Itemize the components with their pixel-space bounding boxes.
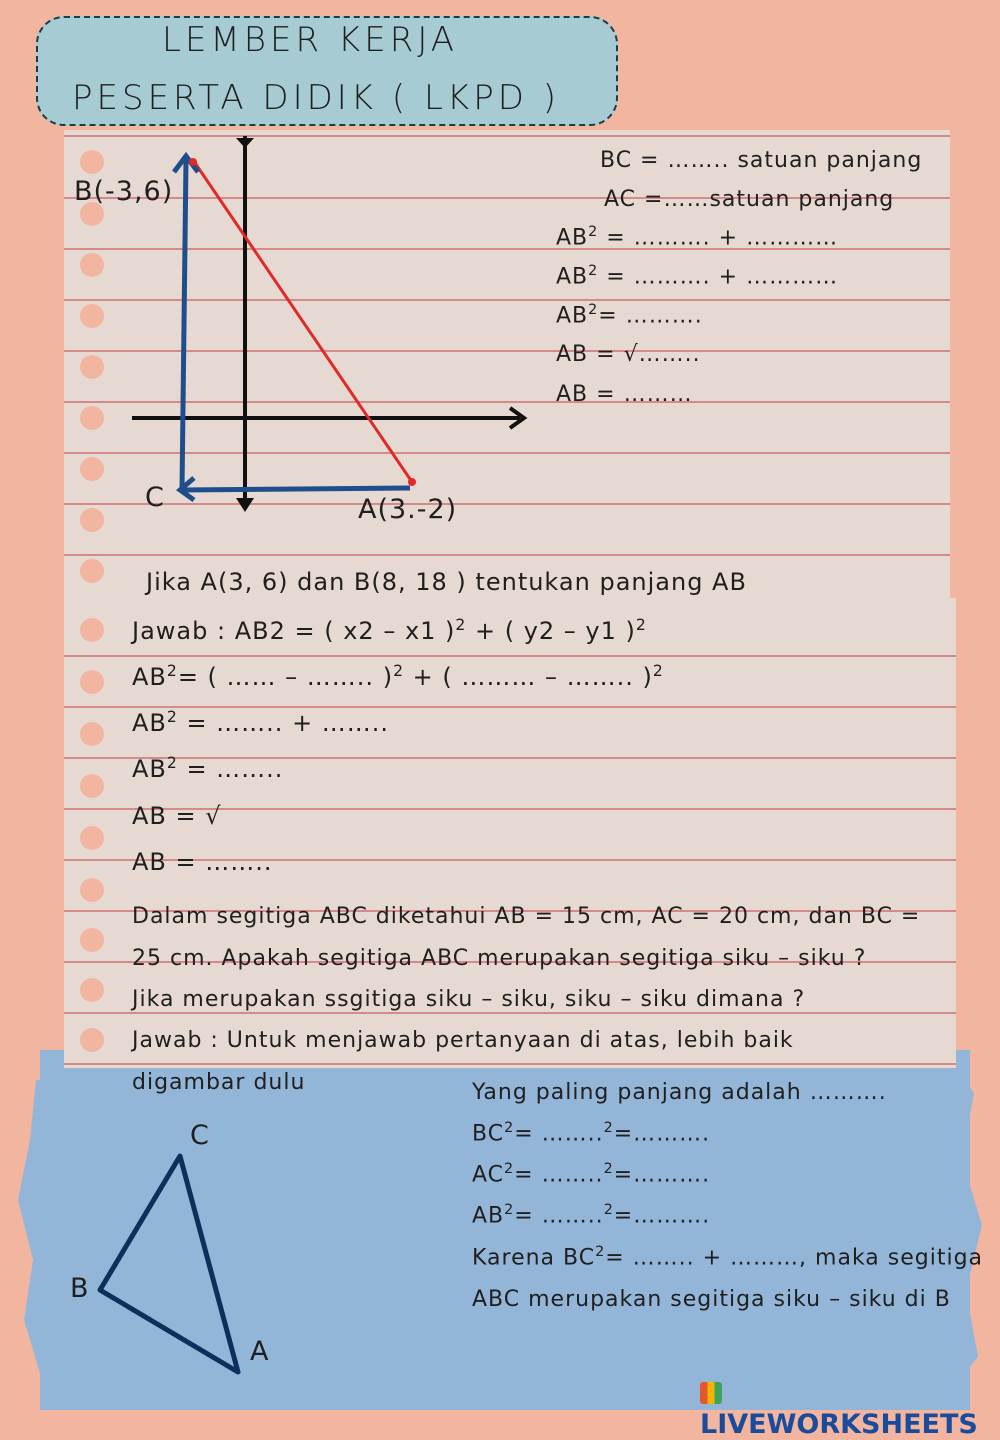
liveworksheets-logo	[700, 1378, 1000, 1440]
ac-squared-eq: = ……..	[514, 1162, 604, 1188]
squared-sup: 2	[504, 1120, 515, 1136]
paper-hole	[80, 928, 104, 952]
ab-text: AB	[132, 709, 167, 737]
squared-sup: 2	[166, 754, 178, 772]
ab-text: AB	[556, 303, 589, 329]
triangle-abc	[100, 1156, 238, 1372]
step-2-rhs: = …….. + ……..	[177, 709, 390, 737]
ac-text: AC	[472, 1162, 505, 1188]
title-line-2: PESERTA DIDIK ( LKPD )	[72, 78, 560, 118]
problem-1-step-3	[132, 754, 283, 783]
paper-hole	[80, 722, 104, 746]
problem-2-line-3: Jika merupakan ssgitiga siku – siku, siku – siku dimana ?	[132, 987, 806, 1012]
paper-hole	[80, 618, 104, 642]
y-axis-arrow-bottom	[236, 498, 254, 512]
paper-hole	[80, 559, 104, 583]
ab-squared-eq-tail: =……….	[613, 1203, 711, 1229]
problem-2-line-2: 25 cm. Apakah segitiga ABC merupakan segitiga siku – siku ?	[132, 946, 867, 971]
ab-squared-line-2-rhs: = ………. + …………	[598, 264, 839, 290]
blue-background-right-edge	[950, 1060, 990, 1390]
bc-length-line: BC = …….. satuan panjang	[600, 148, 923, 173]
problem-2-line-5: digambar dulu	[132, 1070, 306, 1095]
paper-hole	[80, 1028, 104, 1052]
ac-squared-eq-tail: =……….	[613, 1162, 711, 1188]
squared-sup: 2	[588, 302, 599, 318]
ab-squared-line-3-rhs: = ……….	[598, 303, 703, 329]
title-line-1: LEMBER KERJA	[162, 20, 459, 60]
bc-squared-eq: = ……..	[514, 1121, 604, 1147]
problem-1-step-1	[132, 662, 664, 691]
ac-squared-line	[472, 1161, 710, 1187]
segment-bc	[182, 160, 186, 490]
formula-part-2: + ( y2 – y1 )	[466, 617, 636, 645]
squared-sup: 2	[595, 1244, 606, 1260]
ac-length-line: AC =……satuan panjang	[604, 187, 895, 212]
longest-side-line: Yang paling panjang adalah ……….	[472, 1080, 887, 1105]
squared-sup: 2	[588, 224, 599, 240]
step-3-rhs: = ……..	[177, 755, 284, 783]
squared-sup: 2	[166, 708, 178, 726]
y-axis-arrow-top	[236, 138, 254, 148]
karena-part-a: Karena BC	[472, 1245, 596, 1271]
problem-1-formula	[132, 616, 647, 645]
triangle-label-a: A	[250, 1336, 270, 1367]
ab-squared-eq: = ……..	[514, 1203, 604, 1229]
paper-hole	[80, 774, 104, 798]
blue-background-left-edge	[0, 1080, 60, 1380]
ab-text: AB	[556, 225, 589, 251]
squared-sup: 2	[652, 662, 664, 680]
problem-2-line-4: Jawab : Untuk menjawab pertanyaan di atas, lebih baik	[132, 1028, 794, 1053]
paper-hole	[80, 826, 104, 850]
point-b	[189, 158, 197, 166]
squared-sup: 2	[393, 662, 404, 680]
label-point-c: C	[145, 482, 165, 513]
ab-text: AB	[132, 663, 167, 691]
ab-final-line: AB = ………	[556, 382, 693, 407]
squared-sup: 2	[603, 1202, 614, 1218]
squared-sup: 2	[635, 616, 647, 634]
problem-1-step-2	[132, 708, 389, 737]
karena-line	[472, 1244, 983, 1270]
segment-ab	[193, 160, 412, 482]
triangle-label-b: B	[70, 1273, 90, 1304]
squared-sup: 2	[588, 263, 599, 279]
squared-sup: 2	[504, 1202, 515, 1218]
squared-sup: 2	[166, 662, 178, 680]
ab-squared-line-3	[556, 302, 703, 328]
problem-1-step-4: AB = √	[132, 802, 222, 830]
step-1-part-a: = ( …… – …….. )	[177, 663, 394, 691]
label-point-a: A(3.-2)	[358, 494, 458, 525]
liveworksheets-logo-text: LIVEWORKSHEETS	[700, 1409, 978, 1440]
paper-hole	[80, 878, 104, 902]
ab-squared-line-2	[556, 263, 838, 289]
bc-text: BC	[472, 1121, 505, 1147]
ab-squared-line-1	[556, 224, 838, 250]
ab-squared-line-1-rhs: = ………. + …………	[598, 225, 839, 251]
bc-squared-eq-tail: =……….	[613, 1121, 711, 1147]
squared-sup: 2	[603, 1161, 614, 1177]
ab-root-line: AB = √……..	[556, 342, 701, 367]
problem-1-step-5: AB = ……..	[132, 848, 273, 876]
point-a	[408, 478, 416, 486]
ab-text: AB	[472, 1203, 505, 1229]
bc-squared-line	[472, 1120, 710, 1146]
squared-sup: 2	[455, 616, 467, 634]
triangle-label-c: C	[190, 1120, 210, 1151]
liveworksheets-icon	[700, 1382, 722, 1404]
ab-squared-line	[472, 1202, 710, 1228]
segment-ca	[182, 488, 410, 490]
paper-hole	[80, 978, 104, 1002]
ab-text: AB	[132, 755, 167, 783]
problem-1-question: Jika A(3, 6) dan B(8, 18 ) tentukan panjang AB	[146, 568, 747, 596]
karena-part-b: = …….. + ………, maka segitiga	[605, 1245, 984, 1271]
squared-sup: 2	[603, 1120, 614, 1136]
ab-text: AB	[556, 264, 589, 290]
squared-sup: 2	[504, 1161, 515, 1177]
label-point-b: B(-3,6)	[74, 176, 174, 207]
step-1-part-b: + ( ……… – …….. )	[403, 663, 653, 691]
problem-2-line-1: Dalam segitiga ABC diketahui AB = 15 cm, AC = 20 cm, dan BC =	[132, 904, 921, 929]
conclusion-line: ABC merupakan segitiga siku – siku di B	[472, 1287, 951, 1312]
formula-part-1: Jawab : AB2 = ( x2 – x1 )	[132, 617, 456, 645]
paper-hole	[80, 670, 104, 694]
